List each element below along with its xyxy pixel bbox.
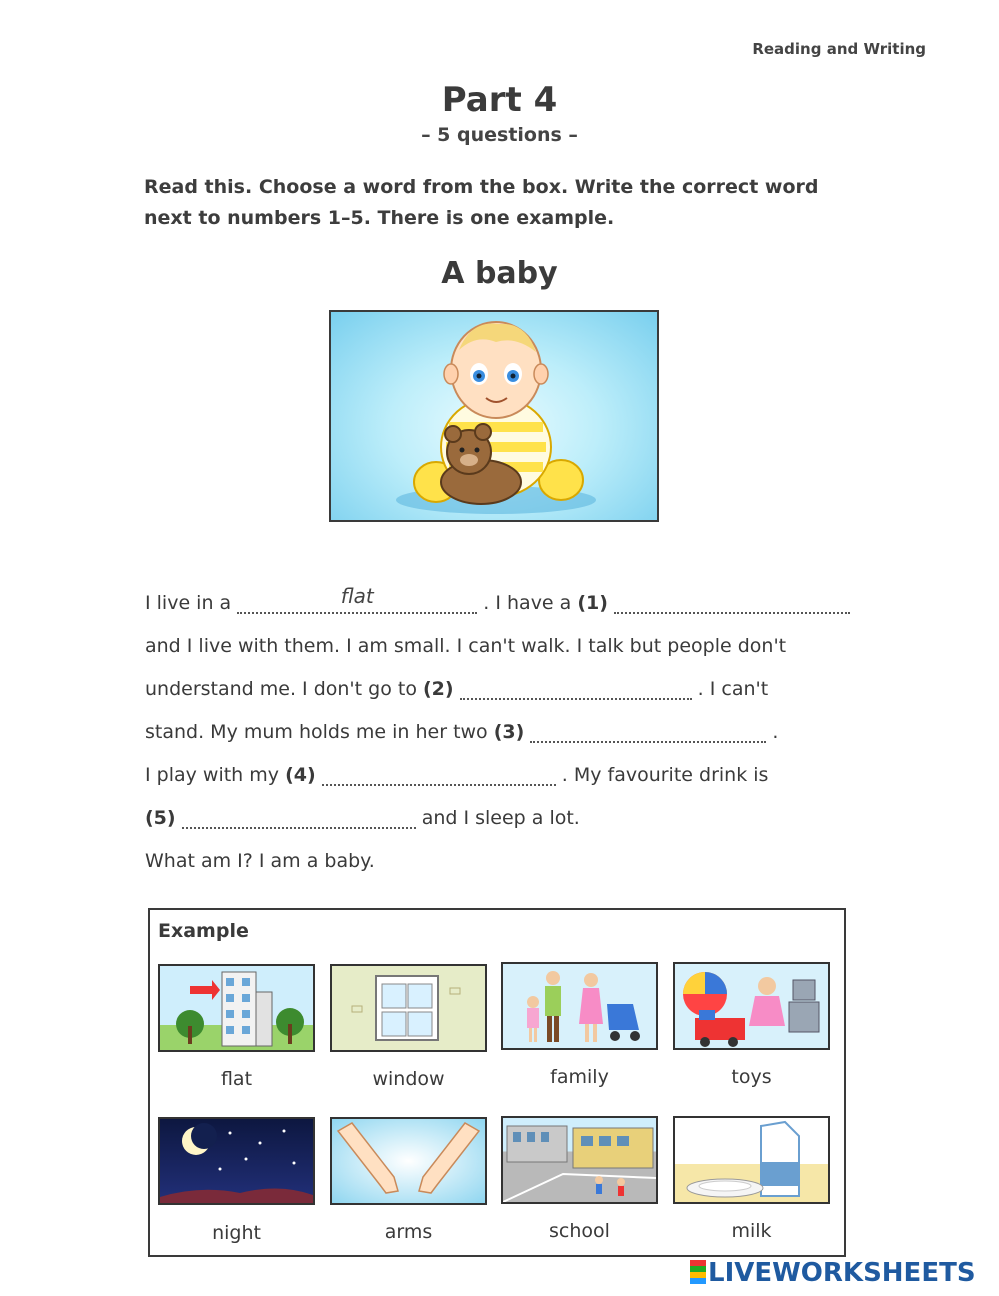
arms-icon[interactable] bbox=[330, 1117, 487, 1205]
answer-blank-2[interactable] bbox=[460, 678, 692, 700]
example-answer: flat bbox=[340, 584, 374, 608]
school-icon[interactable] bbox=[501, 1116, 658, 1204]
word-night: night bbox=[212, 1222, 261, 1244]
story-line-4: stand. My mum holds me in her two (3) . bbox=[145, 721, 779, 743]
word-arms: arms bbox=[384, 1221, 433, 1243]
milk-icon[interactable] bbox=[673, 1116, 830, 1204]
family-icon[interactable] bbox=[501, 962, 658, 1050]
story-line-6: (5) and I sleep a lot. bbox=[145, 807, 580, 829]
window-icon[interactable] bbox=[330, 964, 487, 1052]
word-school: school bbox=[549, 1220, 610, 1242]
answer-blank-1[interactable] bbox=[614, 592, 850, 614]
story-line-2: and I live with them. I am small. I can't walk. I talk but people don't bbox=[145, 635, 787, 657]
liveworksheets-logo: LIVEWORKSHEETS bbox=[690, 1258, 990, 1288]
question-number-2: (2) bbox=[422, 678, 454, 700]
answer-blank-4[interactable] bbox=[322, 764, 556, 786]
instructions: Read this. Choose a word from the box. Write the correct word next to numbers 1–5. There is one example. bbox=[144, 176, 819, 229]
baby-illustration bbox=[329, 310, 659, 522]
word-box-title: Example bbox=[158, 920, 249, 942]
word-flat: flat bbox=[220, 1068, 253, 1090]
section-header: Reading and Writing bbox=[752, 40, 926, 58]
answer-blank-3[interactable] bbox=[530, 721, 766, 743]
part-title: Part 4 bbox=[441, 80, 558, 120]
story-line-1: I live in a flat . I have a (1) bbox=[145, 592, 865, 622]
logo-blocks-icon bbox=[690, 1260, 706, 1284]
answer-blank-5[interactable] bbox=[182, 807, 416, 829]
word-family: family bbox=[550, 1066, 609, 1088]
word-window: window bbox=[372, 1068, 445, 1090]
question-number-3: (3) bbox=[493, 721, 525, 743]
word-toys: toys bbox=[731, 1066, 772, 1088]
building-icon[interactable] bbox=[158, 964, 315, 1052]
question-number-1: (1) bbox=[577, 592, 608, 614]
word-milk: milk bbox=[731, 1220, 772, 1242]
part-subtitle: – 5 questions – bbox=[421, 124, 578, 146]
moon-icon[interactable] bbox=[158, 1117, 315, 1205]
story-line-7: What am I? I am a baby. bbox=[145, 850, 375, 872]
story-line-3: understand me. I don't go to (2) . I can't bbox=[145, 678, 769, 700]
story-title: A baby bbox=[441, 256, 558, 291]
toys-icon[interactable] bbox=[673, 962, 830, 1050]
question-number-5: (5) bbox=[145, 807, 176, 829]
baby-icon bbox=[331, 312, 657, 520]
question-number-4: (4) bbox=[285, 764, 316, 786]
story-line-5: I play with my (4) . My favourite drink is bbox=[145, 764, 769, 786]
